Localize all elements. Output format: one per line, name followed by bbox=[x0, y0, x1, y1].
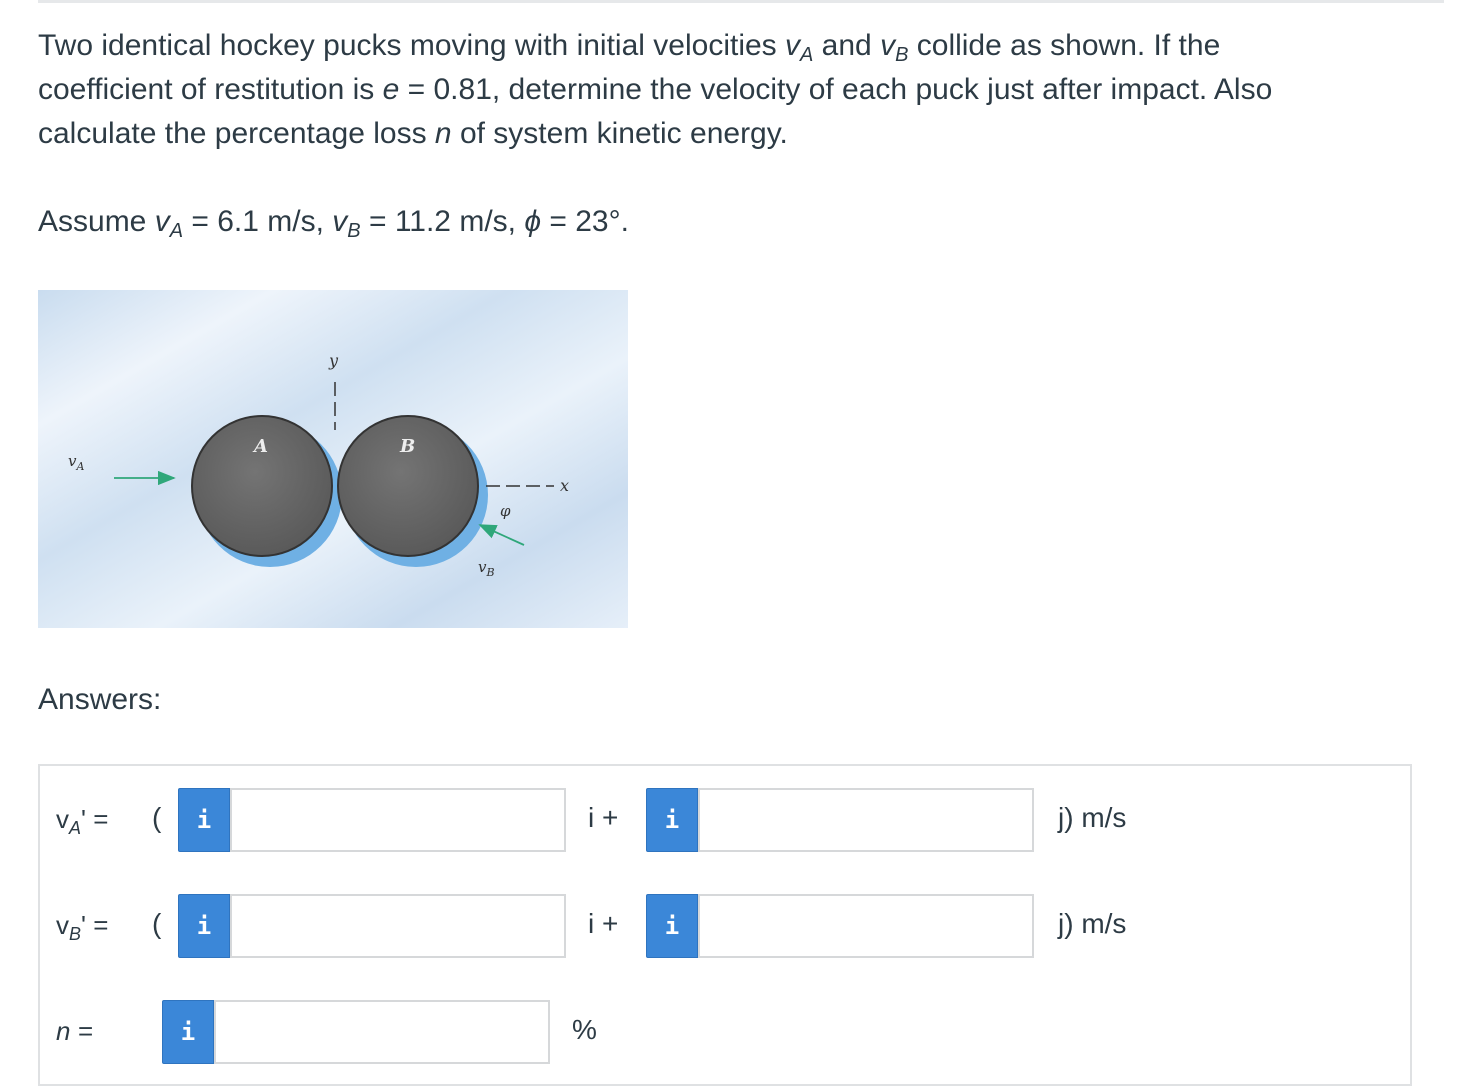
vb-i-unit: i + bbox=[588, 908, 619, 939]
va-prime-subscript: A bbox=[69, 818, 82, 838]
puck-a-label: A bbox=[254, 436, 268, 457]
vb-j-unit: j) m/s bbox=[1058, 908, 1127, 939]
va-subscript: A bbox=[169, 220, 184, 242]
y-axis-label: y bbox=[329, 351, 339, 370]
va-subscript: A bbox=[800, 44, 814, 66]
phi-value: = 23°. bbox=[541, 205, 629, 238]
vb-prime-suffix: ' = bbox=[81, 910, 109, 940]
va-symbol: v bbox=[785, 29, 800, 62]
problem-text: Two identical hockey pucks moving with initial velocities bbox=[38, 29, 785, 62]
va-arrow-label: $v_A$ bbox=[68, 452, 85, 473]
phi-label: φ bbox=[500, 502, 511, 520]
va-i-unit: i + bbox=[588, 802, 619, 833]
vb-prime-label bbox=[56, 910, 109, 944]
va-y-input[interactable] bbox=[698, 788, 1034, 852]
va-open-paren: ( bbox=[152, 802, 162, 833]
collision-figure bbox=[38, 290, 628, 628]
n-label: n = bbox=[56, 1016, 93, 1046]
n-symbol: n bbox=[434, 117, 452, 150]
vb-prime-symbol: v bbox=[56, 910, 69, 940]
puck-b-label: B bbox=[400, 436, 416, 457]
vb-value: = 11.2 m/s, bbox=[360, 205, 525, 238]
va-x-info-button[interactable]: i bbox=[178, 788, 230, 852]
top-divider bbox=[38, 0, 1444, 3]
va-value: = 6.1 m/s, bbox=[183, 205, 333, 238]
n-unit: % bbox=[572, 1014, 597, 1045]
problem-text: collide as shown. If the bbox=[908, 29, 1221, 62]
vb-y-info-button[interactable]: i bbox=[646, 894, 698, 958]
vb-symbol: v bbox=[332, 205, 348, 238]
ice-background bbox=[38, 290, 628, 628]
problem-line-2 bbox=[38, 68, 1428, 112]
e-symbol: e bbox=[382, 73, 400, 106]
vb-subscript: B bbox=[895, 44, 909, 66]
collision-diagram bbox=[38, 290, 628, 628]
va-symbol: v bbox=[154, 205, 170, 238]
vb-x-info-button[interactable]: i bbox=[178, 894, 230, 958]
va-y-info-button[interactable]: i bbox=[646, 788, 698, 852]
problem-text: and bbox=[813, 29, 881, 62]
problem-text: of system kinetic energy. bbox=[451, 117, 788, 150]
vb-y-input[interactable] bbox=[698, 894, 1034, 958]
phi-symbol: ϕ bbox=[524, 205, 542, 238]
x-axis-label: x bbox=[560, 476, 570, 495]
vb-arrow-label: $v_B$ bbox=[478, 558, 495, 579]
problem-statement bbox=[38, 24, 1428, 156]
problem-line-1 bbox=[38, 24, 1428, 68]
va-prime-symbol: v bbox=[56, 804, 69, 834]
n-info-button[interactable]: i bbox=[162, 1000, 214, 1064]
n-input[interactable] bbox=[214, 1000, 550, 1064]
problem-text: = 0.81, determine the velocity of each puck just after impact. Also bbox=[399, 73, 1273, 106]
problem-text: coefficient of restitution is bbox=[38, 73, 383, 106]
problem-text: calculate the percentage loss bbox=[38, 117, 435, 150]
assume-text: Assume bbox=[38, 205, 155, 238]
va-x-input[interactable] bbox=[230, 788, 566, 852]
vb-symbol: v bbox=[880, 29, 896, 62]
problem-line-3 bbox=[38, 112, 1428, 156]
answers-panel bbox=[38, 764, 1412, 1086]
vb-prime-subscript: B bbox=[69, 924, 82, 944]
va-prime-label bbox=[56, 804, 109, 838]
vb-subscript: B bbox=[347, 220, 361, 242]
vb-x-input[interactable] bbox=[230, 894, 566, 958]
va-j-unit: j) m/s bbox=[1058, 802, 1127, 833]
va-prime-suffix: ' = bbox=[81, 804, 109, 834]
vb-open-paren: ( bbox=[152, 908, 162, 939]
assumption-line bbox=[38, 200, 629, 244]
answers-title: Answers: bbox=[38, 683, 162, 716]
